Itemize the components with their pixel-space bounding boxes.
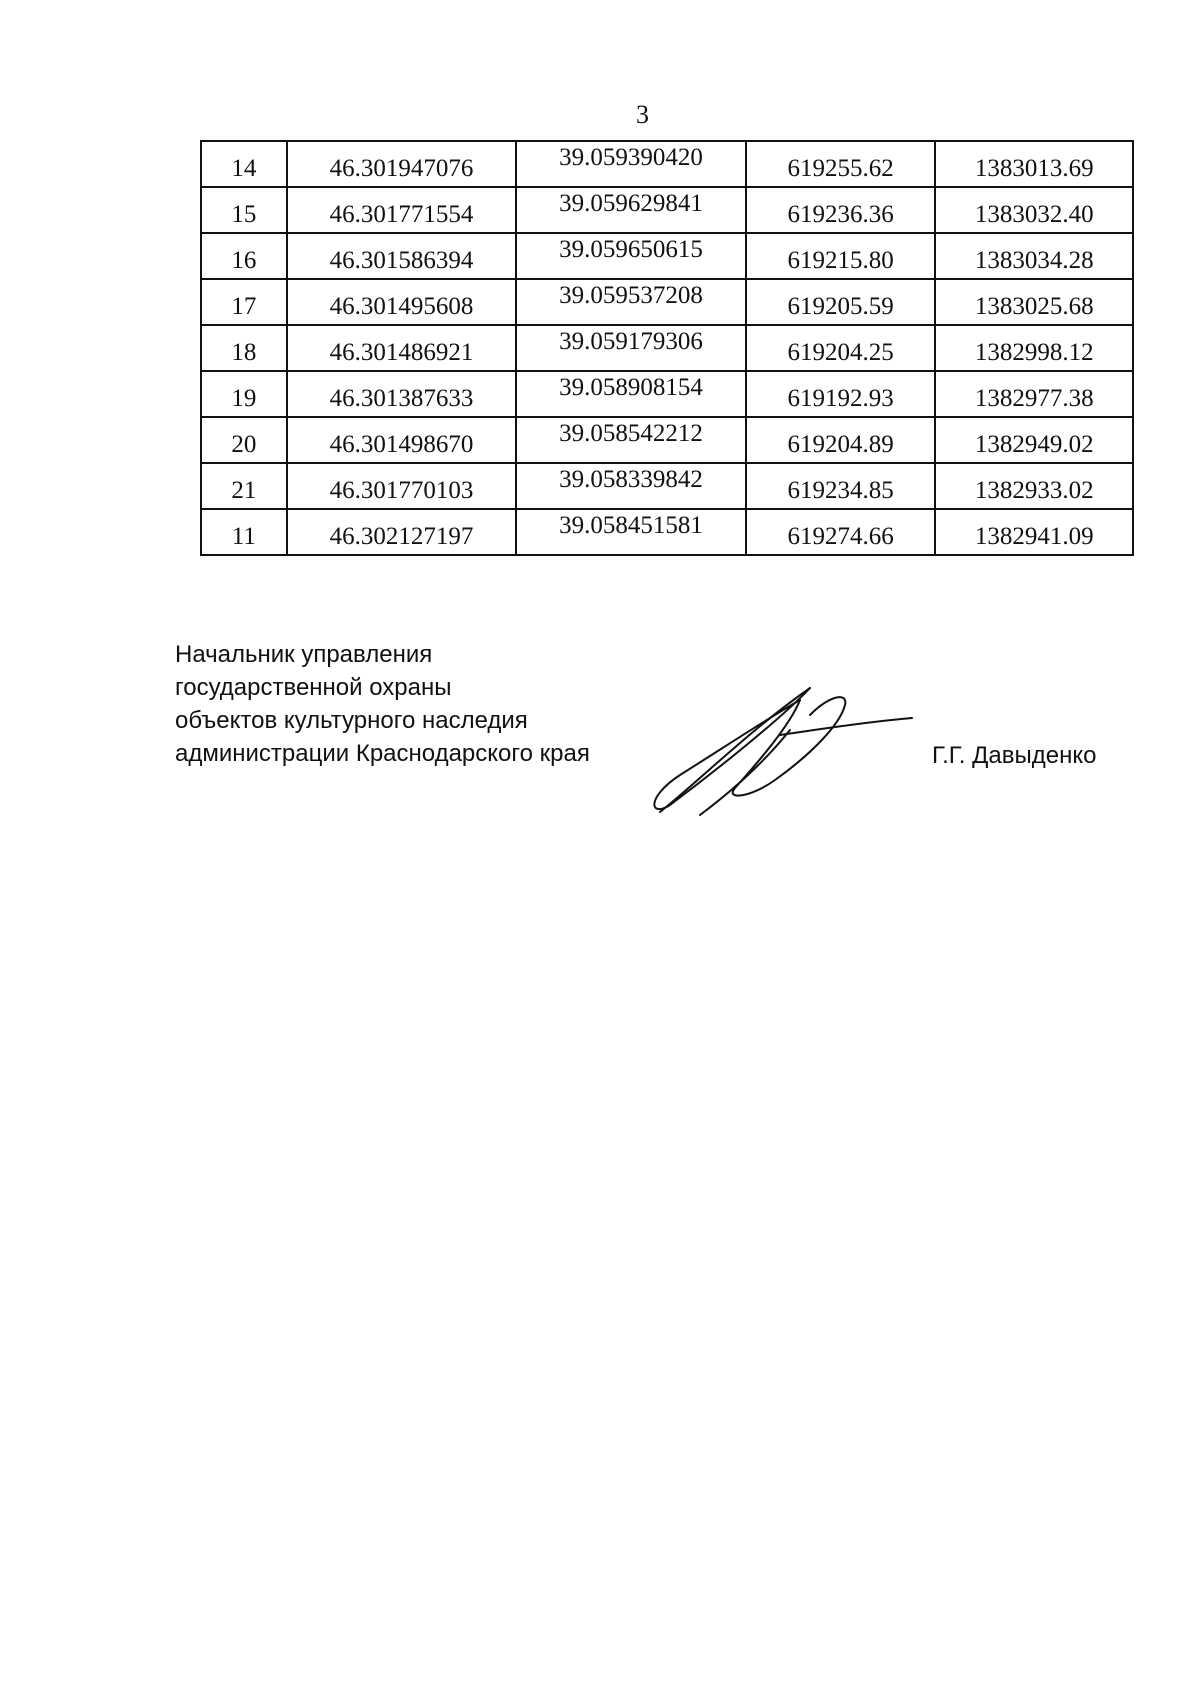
latitude-cell: [287, 279, 517, 325]
signer-name: Г.Г. Давыденко: [932, 742, 1097, 769]
longitude: 39.059537208: [559, 282, 703, 309]
point-number: 20: [231, 431, 257, 458]
latitude-cell: [287, 233, 517, 279]
point-number-cell: [201, 371, 287, 417]
x-coordinate-cell: [746, 463, 936, 509]
longitude: 39.058908154: [559, 374, 703, 401]
point-number: 14: [231, 155, 257, 182]
y-coordinate: 1383025.68: [974, 293, 1094, 320]
y-coordinate-cell: [935, 463, 1133, 509]
latitude: 46.301495608: [329, 293, 474, 320]
point-number-cell: [201, 325, 287, 371]
x-coordinate-cell: [746, 371, 936, 417]
point-number: 21: [231, 477, 257, 504]
longitude: 39.059390420: [559, 144, 703, 171]
signatory-title-line: объектов культурного наследия: [175, 707, 528, 734]
longitude-cell: [516, 187, 746, 233]
y-coordinate-cell: [935, 509, 1133, 555]
handwritten-signature: [640, 680, 920, 820]
y-coordinate: 1382941.09: [974, 523, 1094, 550]
table-row: [201, 233, 1133, 279]
point-number-cell: [201, 417, 287, 463]
longitude-cell: [516, 141, 746, 187]
point-number-cell: [201, 187, 287, 233]
point-number-cell: [201, 509, 287, 555]
longitude-cell: [516, 233, 746, 279]
table-row: [201, 325, 1133, 371]
longitude-cell: [516, 417, 746, 463]
point-number-cell: [201, 279, 287, 325]
x-coordinate: 619204.89: [787, 431, 894, 458]
y-coordinate-cell: [935, 233, 1133, 279]
signatory-title-line: государственной охраны: [175, 674, 452, 701]
x-coordinate: 619204.25: [787, 339, 894, 366]
longitude-cell: [516, 463, 746, 509]
longitude: 39.058339842: [559, 466, 703, 493]
x-coordinate-cell: [746, 417, 936, 463]
latitude-cell: [287, 141, 517, 187]
latitude-cell: [287, 509, 517, 555]
table-row: [201, 141, 1133, 187]
y-coordinate: 1382977.38: [974, 385, 1094, 412]
longitude: 39.058451581: [559, 512, 703, 539]
latitude-cell: [287, 325, 517, 371]
y-coordinate: 1382933.02: [974, 477, 1094, 504]
latitude-cell: [287, 463, 517, 509]
y-coordinate-cell: [935, 279, 1133, 325]
latitude: 46.301770103: [329, 477, 474, 504]
point-number: 17: [231, 293, 257, 320]
latitude: 46.301387633: [329, 385, 474, 412]
longitude-cell: [516, 371, 746, 417]
point-number: 15: [231, 201, 257, 228]
x-coordinate: 619255.62: [787, 155, 894, 182]
x-coordinate: 619205.59: [787, 293, 894, 320]
table-row: [201, 371, 1133, 417]
signatory-title-line: Начальник управления: [175, 641, 433, 668]
longitude-cell: [516, 279, 746, 325]
y-coordinate: 1382998.12: [974, 339, 1094, 366]
latitude: 46.302127197: [329, 523, 474, 550]
x-coordinate-cell: [746, 187, 936, 233]
latitude: 46.301486921: [329, 339, 474, 366]
y-coordinate: 1383032.40: [974, 201, 1094, 228]
page-number: 3: [636, 100, 649, 129]
latitude: 46.301498670: [329, 431, 474, 458]
table-row: [201, 187, 1133, 233]
x-coordinate-cell: [746, 141, 936, 187]
table-row: [201, 279, 1133, 325]
point-number-cell: [201, 233, 287, 279]
latitude: 46.301586394: [329, 247, 474, 274]
longitude: 39.058542212: [559, 420, 703, 447]
y-coordinate-cell: [935, 187, 1133, 233]
point-number: 11: [231, 523, 256, 550]
x-coordinate-cell: [746, 233, 936, 279]
table-row: [201, 509, 1133, 555]
x-coordinate-cell: [746, 325, 936, 371]
point-number: 19: [231, 385, 257, 412]
x-coordinate: 619192.93: [787, 385, 894, 412]
latitude-cell: [287, 187, 517, 233]
signatory-title: [175, 638, 590, 770]
y-coordinate-cell: [935, 325, 1133, 371]
point-number: 18: [231, 339, 257, 366]
table-row: [201, 463, 1133, 509]
longitude-cell: [516, 325, 746, 371]
x-coordinate: 619236.36: [787, 201, 894, 228]
x-coordinate-cell: [746, 509, 936, 555]
table-row: [201, 417, 1133, 463]
y-coordinate-cell: [935, 417, 1133, 463]
point-number-cell: [201, 141, 287, 187]
point-number: 16: [231, 247, 257, 274]
longitude: 39.059179306: [559, 328, 703, 355]
latitude: 46.301771554: [329, 201, 474, 228]
point-number-cell: [201, 463, 287, 509]
signatory-title-line: администрации Краснодарского края: [175, 740, 590, 767]
y-coordinate: 1383013.69: [974, 155, 1094, 182]
x-coordinate: 619274.66: [787, 523, 894, 550]
longitude: 39.059629841: [559, 190, 703, 217]
latitude: 46.301947076: [329, 155, 474, 182]
y-coordinate: 1383034.28: [974, 247, 1094, 274]
longitude-cell: [516, 509, 746, 555]
coordinates-table: [200, 140, 1134, 556]
y-coordinate-cell: [935, 371, 1133, 417]
x-coordinate: 619234.85: [787, 477, 894, 504]
latitude-cell: [287, 417, 517, 463]
y-coordinate: 1382949.02: [974, 431, 1094, 458]
longitude: 39.059650615: [559, 236, 703, 263]
x-coordinate-cell: [746, 279, 936, 325]
latitude-cell: [287, 371, 517, 417]
y-coordinate-cell: [935, 141, 1133, 187]
x-coordinate: 619215.80: [787, 247, 894, 274]
